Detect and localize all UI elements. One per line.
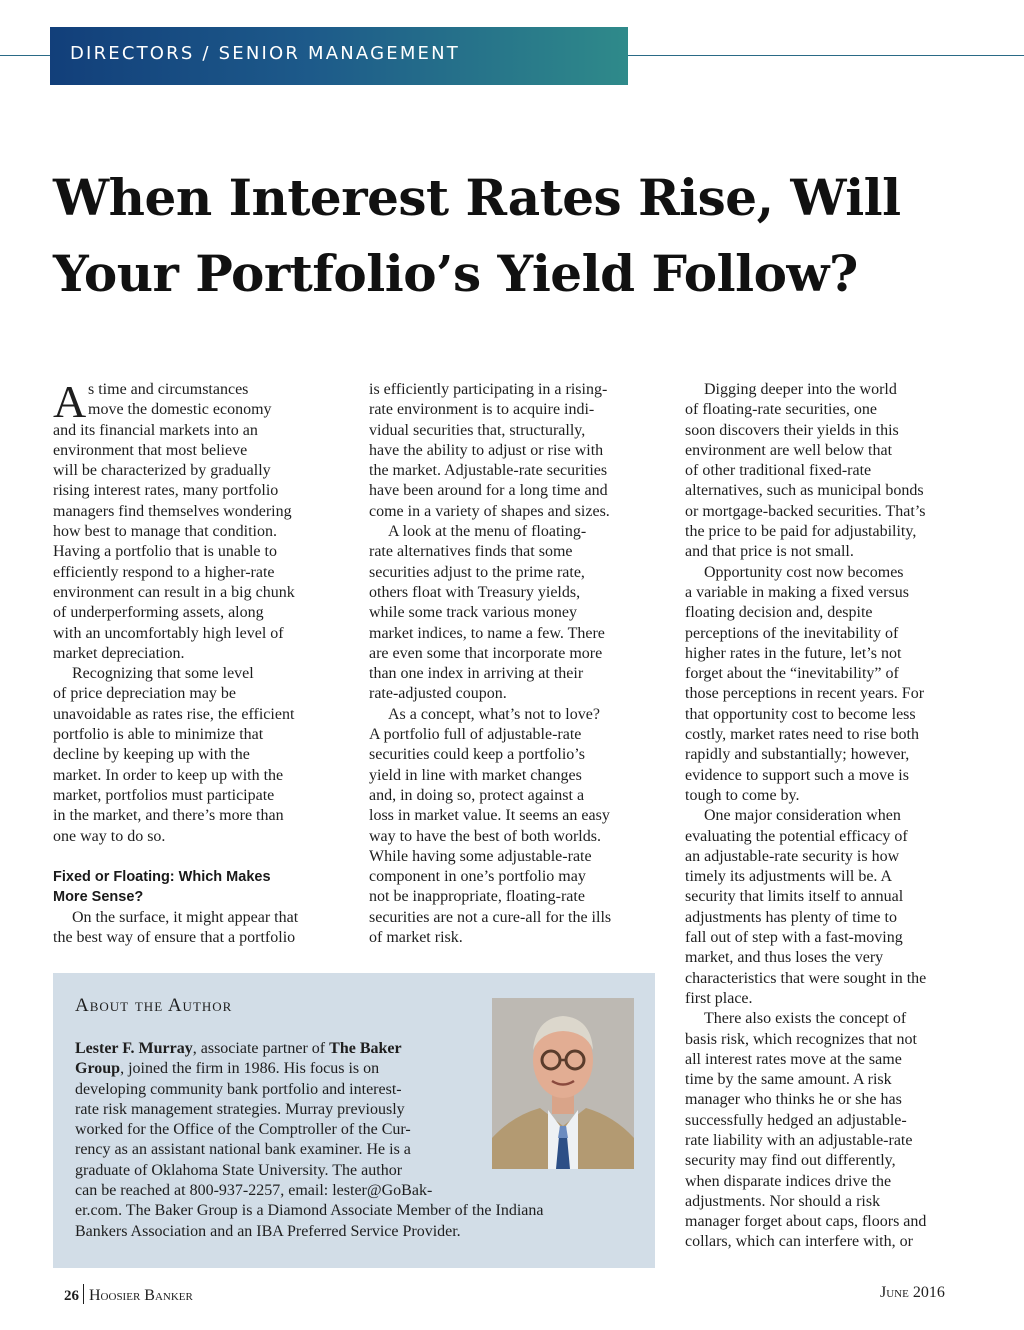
- body-line: security may find out differently,: [685, 1152, 896, 1170]
- bio-line: [75, 1059, 543, 1079]
- body-line: costly, market rates need to rise both: [685, 726, 919, 744]
- body-line: Recognizing that some level: [72, 665, 254, 683]
- body-line: Opportunity cost now becomes: [704, 563, 904, 581]
- body-line: rate-adjusted coupon.: [369, 685, 507, 703]
- body-line: market, portfolios must participate: [53, 786, 275, 804]
- body-line: efficiently respond to a higher-rate: [53, 563, 275, 581]
- body-line: evaluating the potential efficacy of: [685, 827, 908, 845]
- body-line: securities could keep a portfolio’s: [369, 746, 585, 764]
- bio-line: rate risk management strategies. Murray previously: [75, 1100, 405, 1118]
- body-line: the price to be paid for adjustability,: [685, 523, 917, 541]
- bio-line: can be reached at 800-937-2257, email: lester@GoBak-: [75, 1182, 433, 1200]
- body-line: time by the same amount. A risk: [685, 1071, 892, 1089]
- body-line: way to have the best of both worlds.: [369, 827, 601, 845]
- bio-line: er.com. The Baker Group is a Diamond Associate Member of the Indiana: [75, 1202, 544, 1220]
- body-line: evidence to support such a move is: [685, 766, 909, 784]
- body-line: perceptions of the inevitability of: [685, 624, 899, 642]
- issue-date: June 2016: [880, 1284, 945, 1301]
- body-line: environment can result in a big chunk: [53, 583, 295, 601]
- body-line: than one index in arriving at their: [369, 665, 584, 683]
- body-line: with an uncomfortably high level of: [53, 624, 284, 642]
- body-line: higher rates in the future, let’s not: [685, 644, 902, 662]
- body-line: s time and circumstances: [88, 381, 249, 398]
- body-line: tough to come by.: [685, 786, 800, 804]
- body-line: securities are not a cure-all for the ills: [369, 908, 612, 926]
- body-line: how best to manage that condition.: [53, 523, 277, 541]
- firm-name-2: Group: [75, 1060, 121, 1078]
- body-line: in the market, and there’s more than: [53, 807, 284, 825]
- bio-text: , associate partner of: [192, 1040, 330, 1057]
- body-line: characteristics that were sought in the: [685, 969, 927, 987]
- body-line: rate liability with an adjustable-rate: [685, 1131, 913, 1149]
- body-line: those perceptions in recent years. For: [685, 685, 925, 703]
- page-number: 26: [64, 1288, 79, 1304]
- body-line: manager forget about caps, floors and: [685, 1213, 927, 1231]
- bio-text: , joined the firm in 1986. His focus is on: [120, 1060, 380, 1078]
- body-line: floating decision and, despite: [685, 604, 873, 622]
- bio-line: worked for the Office of the Comptroller of the Cur-: [75, 1121, 411, 1139]
- article-column-1: [53, 376, 348, 948]
- article-title: [53, 160, 993, 312]
- body-line: unavoidable as rates rise, the efficient: [53, 705, 295, 723]
- body-line: rising interest rates, many portfolio: [53, 482, 279, 500]
- body-line: come in a variety of shapes and sizes.: [369, 502, 610, 520]
- body-line: yield in line with market changes: [369, 766, 582, 784]
- body-line: a variable in making a fixed versus: [685, 583, 909, 601]
- author-name: Lester F. Murray: [75, 1040, 193, 1057]
- body-line: of market risk.: [369, 929, 463, 947]
- body-line: others float with Treasury yields,: [369, 583, 581, 601]
- about-author-heading: About the Author: [75, 995, 233, 1016]
- body-line: and its financial markets into an: [53, 421, 258, 439]
- article-column-2: [369, 380, 659, 948]
- body-line: manager who thinks he or she has: [685, 1091, 902, 1109]
- body-line: market depreciation.: [53, 644, 185, 662]
- body-line: of floating-rate securities, one: [685, 401, 877, 419]
- body-line: successfully hedged an adjustable-: [685, 1111, 907, 1129]
- body-line: forget about the “inevitability” of: [685, 665, 899, 683]
- body-line: securities adjust to the prime rate,: [369, 563, 585, 581]
- body-line: collars, which can interfere with, or: [685, 1233, 913, 1251]
- body-line: Digging deeper into the world: [704, 381, 897, 398]
- body-line: timely its adjustments will be. A: [685, 868, 893, 886]
- body-line: As a concept, what’s not to love?: [388, 705, 600, 723]
- title-line-1: When Interest Rates Rise, Will: [53, 168, 901, 227]
- title-line-2: Your Portfolio’s Yield Follow?: [53, 244, 858, 303]
- body-line: the market. Adjustable-rate securities: [369, 462, 608, 480]
- bio-line: [75, 1039, 543, 1059]
- bio-line: rency as an assistant national bank examiner. He is a: [75, 1141, 411, 1159]
- drop-cap: A: [53, 376, 87, 427]
- body-line: will be characterized by gradually: [53, 462, 271, 480]
- about-author-box: [53, 973, 655, 1268]
- body-line: soon discovers their yields in this: [685, 421, 899, 439]
- bio-line: graduate of Oklahoma State University. The author: [75, 1161, 403, 1179]
- body-line: of price depreciation may be: [53, 685, 237, 703]
- body-line: decline by keeping up with the: [53, 746, 250, 764]
- body-line: market indices, to name a few. There: [369, 624, 605, 642]
- body-line: market, and thus loses the very: [685, 949, 884, 967]
- body-line: alternatives, such as municipal bonds: [685, 482, 924, 500]
- body-line: security that limits itself to annual: [685, 888, 904, 906]
- body-line: A portfolio full of adjustable-rate: [369, 726, 582, 744]
- body-line: first place.: [685, 989, 753, 1007]
- body-line: and that price is not small.: [685, 543, 854, 561]
- body-line: environment that most believe: [53, 441, 248, 459]
- firm-name: The Baker: [329, 1040, 402, 1057]
- body-line: when disparate indices drive the: [685, 1172, 892, 1190]
- body-line: There also exists the concept of: [704, 1010, 907, 1028]
- body-line: while some track various money: [369, 604, 577, 622]
- body-line: that opportunity cost to become less: [685, 705, 916, 723]
- body-line: adjustments. Nor should a risk: [685, 1192, 881, 1210]
- body-line: On the surface, it might appear that: [72, 908, 299, 926]
- body-line: vidual securities that, structurally,: [369, 421, 586, 439]
- body-line: have been around for a long time and: [369, 482, 608, 500]
- body-line: one way to do so.: [53, 827, 166, 845]
- body-line: A look at the menu of floating-: [388, 523, 587, 541]
- subheading-line: More Sense?: [53, 889, 144, 906]
- footer-divider: [83, 1284, 84, 1304]
- body-line: the best way of ensure that a portfolio: [53, 929, 296, 947]
- body-line: an adjustable-rate security is how: [685, 847, 900, 865]
- bio-line: Bankers Association and an IBA Preferred Service Provider.: [75, 1222, 461, 1240]
- body-line: and, in doing so, protect against a: [369, 786, 585, 804]
- body-line: or mortgage-backed securities. That’s: [685, 502, 926, 520]
- body-line: adjustments has plenty of time to: [685, 908, 897, 926]
- bio-line: developing community bank portfolio and interest-: [75, 1080, 402, 1098]
- body-line: all interest rates move at the same: [685, 1050, 902, 1068]
- section-label: DIRECTORS / SENIOR MANAGEMENT: [70, 43, 460, 64]
- body-line: basis risk, which recognizes that not: [685, 1030, 917, 1048]
- body-line: rate environment is to acquire indi-: [369, 401, 595, 419]
- section-banner: [50, 27, 628, 85]
- body-line: have the ability to adjust or rise with: [369, 441, 604, 459]
- body-line: rapidly and substantially; however,: [685, 746, 910, 764]
- body-line: is efficiently participating in a rising-: [369, 381, 608, 398]
- body-line: market. In order to keep up with the: [53, 766, 284, 784]
- body-line: fall out of step with a fast-moving: [685, 929, 903, 947]
- body-line: loss in market value. It seems an easy: [369, 807, 610, 825]
- page-footer-left: [64, 1284, 193, 1305]
- author-bio: [75, 1039, 543, 1242]
- body-line: While having some adjustable-rate: [369, 847, 592, 865]
- body-line: component in one’s portfolio may: [369, 868, 586, 886]
- publication-name: Hoosier Banker: [89, 1287, 193, 1304]
- body-line: move the domestic economy: [88, 401, 272, 419]
- body-line: rate alternatives finds that some: [369, 543, 573, 561]
- body-line: of other traditional fixed-rate: [685, 462, 872, 480]
- body-line: One major consideration when: [704, 807, 901, 825]
- body-line: environment are well below that: [685, 441, 893, 459]
- body-line: are even some that incorporate more: [369, 644, 603, 662]
- body-line: not be inappropriate, floating-rate: [369, 888, 585, 906]
- body-line: Having a portfolio that is unable to: [53, 543, 277, 561]
- body-line: of underperforming assets, along: [53, 604, 264, 622]
- article-column-3: [685, 380, 975, 1253]
- body-line: managers find themselves wondering: [53, 502, 292, 520]
- body-line: portfolio is able to minimize that: [53, 726, 264, 744]
- subheading-line: Fixed or Floating: Which Makes: [53, 869, 271, 886]
